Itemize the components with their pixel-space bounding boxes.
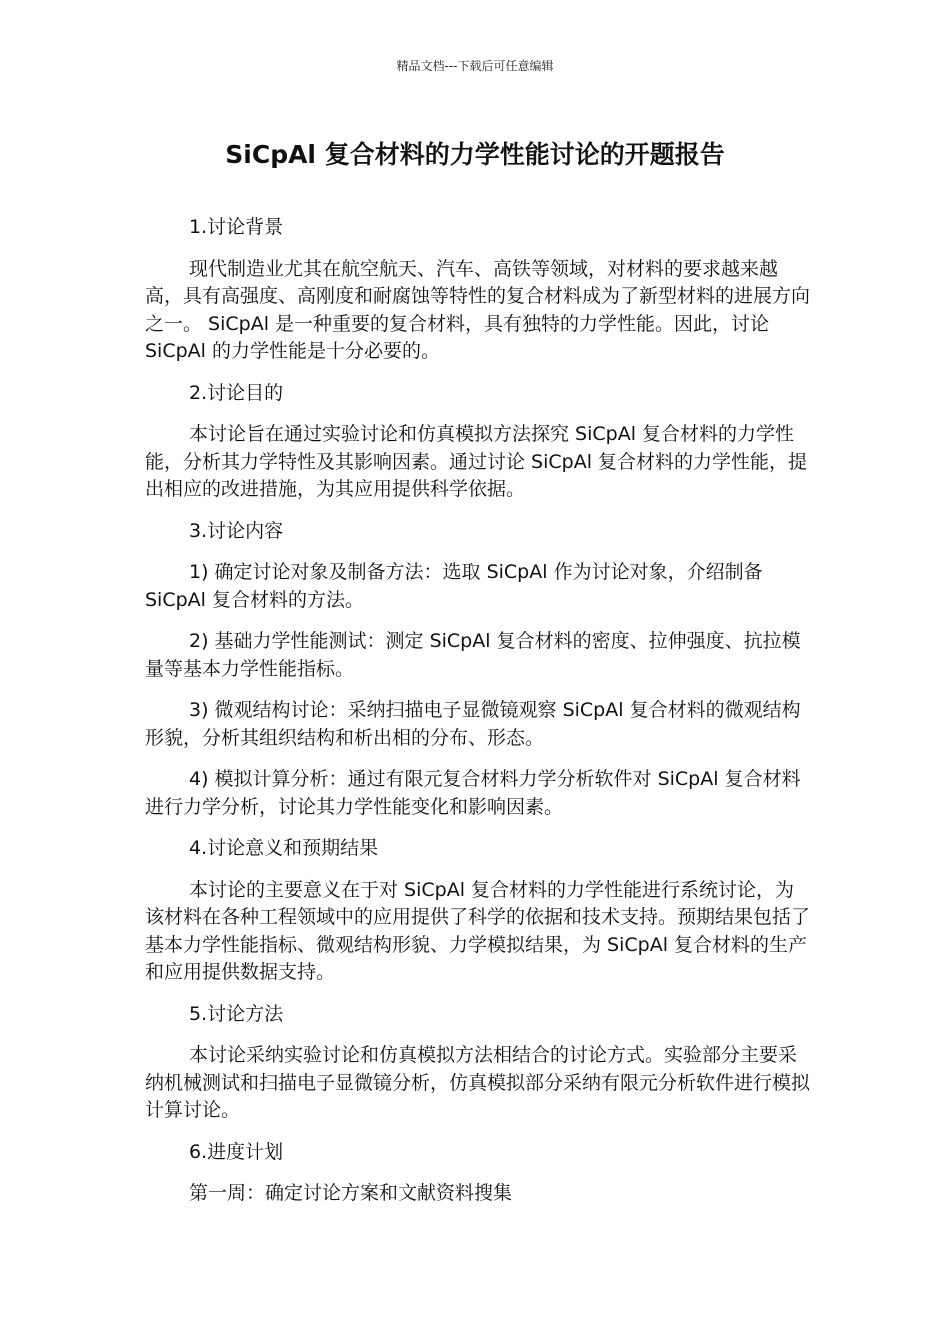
list-item: 2) 基础力学性能测试：测定 SiCpAl 复合材料的密度、拉伸强度、抗拉模量等基本力学性能指标。 [145, 630, 801, 680]
list-item: 3) 微观结构讨论：采纳扫描电子显微镜观察 SiCpAl 复合材料的微观结构形貌，分析其组织结构和析出相的分布、形态。 [145, 699, 801, 749]
section-heading: 1.讨论背景 [189, 216, 284, 238]
section-heading: 6.进度计划 [189, 1140, 284, 1163]
paragraph: 本讨论采纳实验讨论和仿真模拟方法相结合的讨论方式。实验部分主要采纳机械测试和扫描电子显微镜分析，仿真模拟部分采纳有限元分析软件进行模拟计算讨论。 [145, 1044, 811, 1121]
paragraph: 第一周：确定讨论方案和文献资料搜集 [189, 1182, 513, 1204]
section-heading: 2.讨论目的 [189, 381, 284, 404]
header-note: 精品文档---下载后可任意编辑 [396, 59, 554, 73]
paragraph: 现代制造业尤其在航空航天、汽车、高铁等领域，对材料的要求越来越高，具有高强度、高刚度和耐腐蚀等特性的复合材料成为了新型材料的进展方向之一。 SiCpAl 是一种重要的复合材料，具有独特的力学性能。因此，讨论 SiCpAl 的力学性能是十分必要的。 [145, 257, 811, 362]
paragraph: 本讨论旨在通过实验讨论和仿真模拟方法探究 SiCpAl 复合材料的力学性能，分析其力学特性及其影响因素。通过讨论 SiCpAl 复合材料的力学性能，提出相应的改进措施，为其应用提供科学依据。 [145, 423, 808, 500]
list-item: 1) 确定讨论对象及制备方法：选取 SiCpAl 作为讨论对象，介绍制备 SiCpAl 复合材料的方法。 [145, 561, 763, 611]
list-item: 4) 模拟计算分析：通过有限元复合材料力学分析软件对 SiCpAl 复合材料进行力学分析，讨论其力学性能变化和影响因素。 [145, 768, 801, 818]
section-heading: 3.讨论内容 [189, 519, 284, 542]
paragraph: 本讨论的主要意义在于对 SiCpAl 复合材料的力学性能进行系统讨论，为该材料在各种工程领域中的应用提供了科学的依据和技术支持。预期结果包括了基本力学性能指标、微观结构形貌、力学模拟结果，为 SiCpAl 复合材料的生产和应用提供数据支持。 [145, 878, 811, 983]
document-body [145, 214, 810, 1222]
section-heading: 4.讨论意义和预期结果 [189, 837, 379, 859]
document-title: SiCpAl 复合材料的力学性能讨论的开题报告 [225, 140, 725, 169]
section-heading: 5.讨论方法 [189, 1002, 284, 1025]
